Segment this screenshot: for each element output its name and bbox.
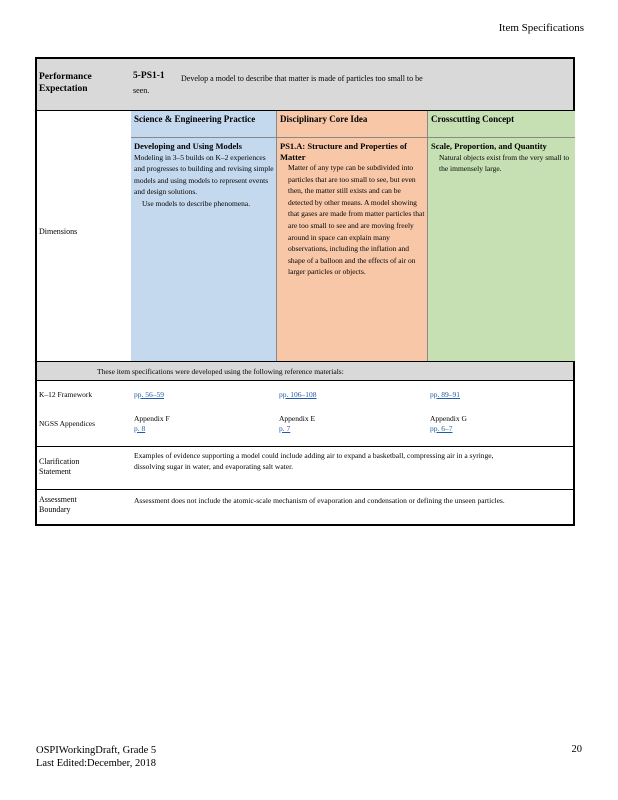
pe-description: Develop a model to describe that matter is made of particles too small to be seen. (133, 74, 423, 95)
page-header-title: Item Specifications (498, 22, 584, 34)
ccc-heading: Crosscutting Concept (428, 111, 575, 138)
appendix-ccc-name: Appendix G (430, 414, 467, 423)
framework-link-sep[interactable]: pp. 56–59 (134, 390, 164, 399)
appendix-ccc-link[interactable]: pp. 6–7 (430, 424, 453, 433)
footer-edited-line: Last Edited:December, 2018 (36, 758, 156, 769)
sep-subheading: Developing and Using Models (134, 141, 242, 151)
ccc-bullet (431, 152, 573, 175)
assessment-boundary-text: Assessment does not include the atomic-scale mechanism of evaporation and condensation or defining the unseen particles. (134, 496, 505, 505)
ccc-subheading: Scale, Proportion, and Quantity (431, 141, 547, 151)
appendix-dci-name: Appendix E (279, 414, 316, 423)
dci-bullet (280, 162, 425, 278)
clarification-row (37, 447, 573, 490)
framework-link-dci[interactable]: pp. 106–108 (279, 390, 317, 399)
references-row (37, 381, 573, 447)
reference-note-row (37, 362, 573, 381)
footer-draft-line: OSPIWorkingDraft, Grade 5 (36, 745, 157, 756)
ngss-appendices-label: NGSS Appendices (39, 419, 96, 428)
sep-text: Modeling in 3–5 builds on K–2 experiences and progresses to building and revising simple models and using models to represent events and design solutions. (134, 152, 274, 197)
framework-label: K–12 Framework (39, 390, 93, 399)
footer-left (36, 744, 156, 770)
dci-column (276, 111, 427, 361)
appendix-sep-link[interactable]: p. 8 (134, 424, 146, 433)
sep-bullet-text: Use models to describe phenomena. (142, 198, 251, 208)
assessment-boundary-row (37, 490, 573, 524)
clarification-label: Clarification Statement (39, 457, 80, 476)
sep-column (131, 111, 276, 361)
pe-code: 5-PS1-1 (133, 71, 165, 81)
dci-heading: Disciplinary Core Idea (277, 111, 427, 138)
bullet-mark (280, 162, 288, 278)
page-number: 20 (571, 744, 582, 755)
item-spec-table (35, 57, 575, 526)
appendix-dci-link[interactable]: p. 7 (279, 424, 291, 433)
assessment-boundary-label: Assessment Boundary (39, 495, 77, 514)
reference-note: These item specifications were developed using the following reference materials: (97, 367, 344, 376)
dci-bullet-text: Matter of any type can be subdivided into particles that are too small to see, but even then, the matter still exists and can be detected by other means. A model showing that gases are made from matter particles that are too small to see and are moving freely around in space can explain many observations, including the inflation and shape of a balloon and the effects of air on larger particles or objects. (288, 163, 425, 277)
appendix-sep-name: Appendix F (134, 414, 170, 423)
bullet-mark (431, 152, 439, 175)
clarification-text: Examples of evidence supporting a model could include adding air to expand a basketball, compressing air in a syringe, dissolving sugar in water, and evaporating salt water. (134, 451, 494, 471)
sep-bullet (134, 198, 274, 210)
dimensions-row (37, 111, 573, 362)
ccc-column (427, 111, 575, 361)
dimensions-label: Dimensions (39, 227, 78, 236)
bullet-mark (134, 198, 142, 210)
performance-expectation-row (37, 59, 573, 111)
performance-expectation-label: Performance Expectation (39, 72, 92, 94)
sep-heading: Science & Engineering Practice (131, 111, 276, 138)
framework-link-ccc[interactable]: pp. 89–91 (430, 390, 460, 399)
dci-subheading: PS1.A: Structure and Properties of Matter (280, 141, 407, 162)
ccc-bullet-text: Natural objects exist from the very small to the immensely large. (439, 152, 570, 174)
